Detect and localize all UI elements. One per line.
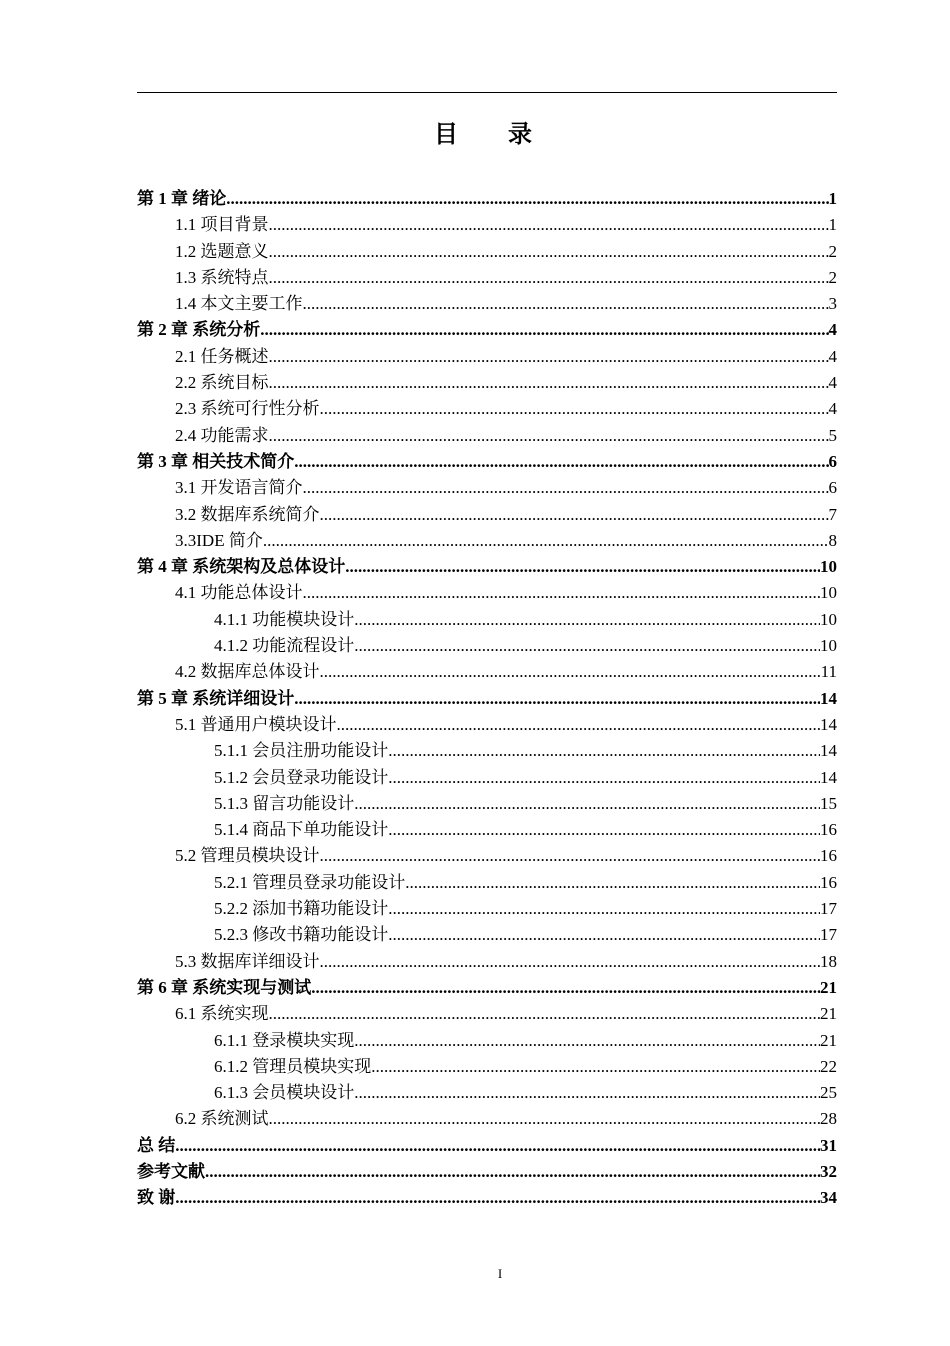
toc-entry-label: 第 4 章 系统架构及总体设计 [137,557,346,577]
toc-entry-page: 17 [820,899,837,919]
toc-entry[interactable] [137,1054,837,1080]
page-title: 目 录 [434,122,554,148]
toc-entry[interactable] [137,291,837,317]
toc-leader-dots [320,396,829,422]
toc-entry-page: 1 [828,215,837,235]
toc-leader-dots [354,791,820,817]
toc-entry-page: 17 [820,925,837,945]
toc-entry[interactable] [137,922,837,948]
toc-entry-label: 2.4 功能需求 [175,425,269,445]
toc-entry-label: 5.2.3 修改书籍功能设计 [214,925,389,945]
toc-leader-dots [354,1028,820,1054]
toc-entry-label: 5.1.1 会员注册功能设计 [214,741,389,761]
toc-entry-page: 14 [820,767,837,787]
toc-entry-label: 致 谢 [137,1188,176,1208]
toc-entry-page: 32 [820,1161,837,1181]
toc-leader-dots [337,712,821,738]
toc-entry[interactable] [137,396,837,422]
toc-leader-dots [388,765,820,791]
toc-entry-label: 2.3 系统可行性分析 [175,399,320,419]
toc-leader-dots [405,870,820,896]
toc-entry[interactable] [137,1133,837,1159]
toc-entry-label: 2.2 系统目标 [175,373,269,393]
toc-leader-dots [320,949,821,975]
toc-leader-dots [269,1106,821,1132]
toc-entry-label: 第 6 章 系统实现与测试 [137,977,312,997]
toc-entry-page: 21 [820,977,837,997]
toc-entry-label: 第 3 章 相关技术简介 [137,451,295,471]
toc-entry[interactable] [137,423,837,449]
toc-entry[interactable] [137,896,837,922]
toc-leader-dots [269,265,829,291]
toc-entry[interactable] [137,580,837,606]
toc-entry-page: 7 [828,504,837,524]
toc-leader-dots [320,502,829,528]
toc-entry[interactable] [137,186,837,212]
toc-entry-page: 16 [820,820,837,840]
toc-entry[interactable] [137,317,837,343]
toc-entry[interactable] [137,949,837,975]
toc-entry-label: 5.2.2 添加书籍功能设计 [214,899,389,919]
toc-entry[interactable] [137,607,837,633]
toc-leader-dots [320,843,821,869]
toc-leader-dots [354,633,820,659]
toc-entry-label: 6.1 系统实现 [175,1004,269,1024]
toc-entry-page: 4 [828,320,837,340]
toc-entry[interactable] [137,554,837,580]
toc-entry-page: 14 [820,741,837,761]
toc-entry-label: 第 5 章 系统详细设计 [137,688,295,708]
toc-entry-page: 10 [820,636,837,656]
toc-entry-page: 18 [820,951,837,971]
toc-entry[interactable] [137,817,837,843]
toc-leader-dots [320,659,821,685]
toc-entry-page: 10 [820,557,837,577]
toc-entry-page: 10 [820,609,837,629]
toc-entry-label: 1.3 系统特点 [175,267,269,287]
toc-entry[interactable] [137,344,837,370]
toc-entry-page: 21 [820,1030,837,1050]
toc-entry-page: 4 [828,373,837,393]
toc-entry[interactable] [137,843,837,869]
toc-entry[interactable] [137,686,837,712]
toc-leader-dots [388,896,820,922]
toc-leader-dots [269,344,829,370]
toc-entry-page: 21 [820,1004,837,1024]
toc-leader-dots [269,239,829,265]
toc-entry[interactable] [137,1106,837,1132]
toc-entry-label: 第 1 章 绪论 [137,189,227,208]
toc-entry[interactable] [137,712,837,738]
toc-entry-page: 31 [820,1135,837,1155]
header-rule [137,92,837,93]
toc-entry-label: 2.1 任务概述 [175,346,269,366]
toc-leader-dots [303,475,829,501]
toc-leader-dots [205,1159,820,1185]
toc-entry[interactable] [137,239,837,265]
toc-entry[interactable] [137,870,837,896]
toc-entry-label: 3.3IDE 简介 [175,530,263,550]
toc-entry[interactable] [137,528,837,554]
toc-entry-label: 4.2 数据库总体设计 [175,662,320,682]
toc-entry-page: 10 [820,583,837,603]
toc-leader-dots [311,975,820,1001]
toc-entry-page: 4 [828,346,837,366]
toc-entry-page: 14 [820,688,837,708]
toc-entry-label: 5.2.1 管理员登录功能设计 [214,872,406,892]
toc-entry[interactable] [137,475,837,501]
toc-entry[interactable] [137,633,837,659]
toc-leader-dots [303,291,829,317]
toc-entry[interactable] [137,791,837,817]
toc-entry[interactable] [137,502,837,528]
toc-entry-page: 2 [828,267,837,287]
toc-entry-label: 6.2 系统测试 [175,1109,269,1129]
toc-leader-dots [294,686,820,712]
toc-entry-page: 3 [828,294,837,314]
toc-entry-page: 8 [828,530,837,550]
toc-entry-page: 25 [820,1083,837,1103]
toc-entry-page: 22 [820,1056,837,1076]
toc-entry-page: 5 [828,425,837,445]
page-number: I [497,1266,503,1281]
toc-entry-page: 2 [828,241,837,261]
toc-entry[interactable] [137,659,837,685]
toc-entry[interactable] [137,370,837,396]
toc-entry-page: 34 [820,1188,837,1208]
toc-entry[interactable] [137,1028,837,1054]
toc-entry-label: 5.1 普通用户模块设计 [175,714,337,734]
toc-entry-label: 3.1 开发语言简介 [175,478,303,498]
toc-entry-page: 16 [820,846,837,866]
toc-entry-label: 1.2 选题意义 [175,241,269,261]
toc-entry[interactable] [137,765,837,791]
toc-entry-label: 1.4 本文主要工作 [175,294,303,314]
toc-entry-label: 参考文献 [137,1161,205,1181]
toc-entry-label: 5.1.3 留言功能设计 [214,793,355,813]
toc-entry-page: 28 [820,1109,837,1129]
toc-entry-label: 5.1.4 商品下单功能设计 [214,820,389,840]
toc-leader-dots [175,1133,820,1159]
toc-entry-label: 6.1.2 管理员模块实现 [214,1056,372,1076]
toc-entry-label: 4.1 功能总体设计 [175,583,303,603]
toc-entry-label: 5.1.2 会员登录功能设计 [214,767,389,787]
toc-leader-dots [175,1185,820,1211]
toc-leader-dots [226,186,828,212]
toc-leader-dots [269,370,829,396]
toc-leader-dots [260,317,828,343]
table-of-contents [137,186,837,1212]
toc-entry-label: 6.1.3 会员模块设计 [214,1083,355,1103]
toc-entry[interactable] [137,212,837,238]
toc-entry-page: 15 [820,793,837,813]
toc-leader-dots [354,1080,820,1106]
toc-leader-dots [269,423,829,449]
toc-entry-page: 1 [828,189,837,208]
toc-entry-page: 6 [828,478,837,498]
toc-entry[interactable] [137,1159,837,1185]
toc-entry-page: 14 [820,714,837,734]
toc-entry-label: 6.1.1 登录模块实现 [214,1030,355,1050]
toc-entry-label: 5.3 数据库详细设计 [175,951,320,971]
toc-leader-dots [388,738,820,764]
toc-leader-dots [388,817,820,843]
toc-entry-label: 4.1.1 功能模块设计 [214,609,355,629]
toc-entry-page: 6 [828,451,837,471]
toc-entry-page: 16 [820,872,837,892]
toc-leader-dots [294,449,828,475]
toc-leader-dots [269,1001,821,1027]
toc-entry[interactable] [137,265,837,291]
toc-leader-dots [371,1054,820,1080]
toc-entry-label: 3.2 数据库系统简介 [175,504,320,524]
toc-leader-dots [269,212,829,238]
toc-leader-dots [354,607,820,633]
toc-entry[interactable] [137,738,837,764]
toc-entry-label: 总 结 [137,1135,176,1155]
toc-entry[interactable] [137,975,837,1001]
toc-entry-label: 5.2 管理员模块设计 [175,846,320,866]
toc-entry[interactable] [137,1080,837,1106]
toc-leader-dots [263,528,829,554]
toc-entry-label: 1.1 项目背景 [175,215,269,235]
toc-entry-label: 4.1.2 功能流程设计 [214,636,355,656]
toc-entry-label: 第 2 章 系统分析 [137,320,261,340]
toc-entry-page: 11 [820,662,837,682]
toc-leader-dots [388,922,820,948]
toc-entry-page: 4 [828,399,837,419]
toc-leader-dots [303,580,821,606]
toc-entry[interactable] [137,449,837,475]
toc-entry[interactable] [137,1185,837,1211]
toc-leader-dots [345,554,820,580]
toc-entry[interactable] [137,1001,837,1027]
